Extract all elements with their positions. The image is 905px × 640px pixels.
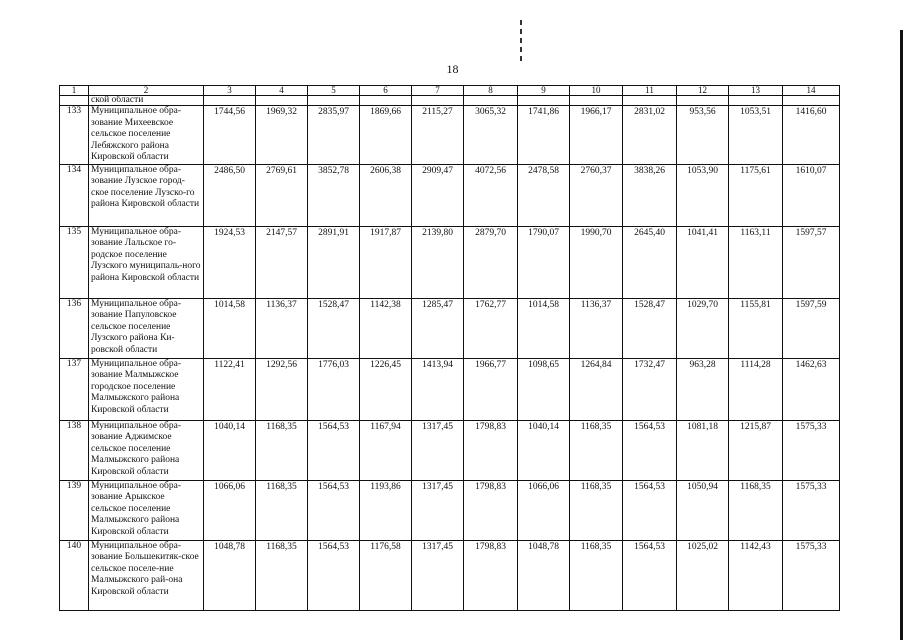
column-header-12: 12 [677, 86, 729, 96]
scan-mark [520, 20, 522, 65]
municipality-name-cell: Муниципальное обра-зование Аджимское сельское поселение Малмыжского района Кировской области [89, 420, 204, 480]
value-cell-col-13: 1142,43 [729, 540, 783, 610]
value-cell-col-6: 1917,87 [360, 226, 412, 298]
value-cell-col-7: 1317,45 [412, 480, 464, 540]
value-cell-col-14: 1462,63 [783, 358, 840, 420]
value-cell-col-11: 1528,47 [623, 298, 677, 358]
value-cell-col-6: 1226,45 [360, 358, 412, 420]
empty-cell [412, 96, 464, 106]
value-cell-col-3: 1066,06 [204, 480, 256, 540]
value-cell-col-12: 1041,41 [677, 226, 729, 298]
value-cell-col-8: 1798,83 [464, 540, 518, 610]
value-cell-col-13: 1053,51 [729, 106, 783, 165]
value-cell-col-8: 1798,83 [464, 420, 518, 480]
value-cell-col-11: 3838,26 [623, 164, 677, 226]
value-cell-col-7: 1317,45 [412, 420, 464, 480]
table-row [60, 480, 840, 540]
empty-cell [623, 96, 677, 106]
value-cell-col-4: 1136,37 [256, 298, 308, 358]
value-cell-col-5: 1528,47 [308, 298, 360, 358]
value-cell-col-7: 2909,47 [412, 164, 464, 226]
value-cell-col-5: 1564,53 [308, 480, 360, 540]
value-cell-col-14: 1597,57 [783, 226, 840, 298]
continuation-row [60, 96, 840, 106]
column-header-4: 4 [256, 86, 308, 96]
value-cell-col-13: 1155,81 [729, 298, 783, 358]
continuation-num-cell [60, 96, 89, 106]
value-cell-col-4: 1168,35 [256, 480, 308, 540]
value-cell-col-9: 1741,86 [518, 106, 570, 165]
row-number-cell: 139 [60, 480, 89, 540]
value-cell-col-13: 1215,87 [729, 420, 783, 480]
value-cell-col-3: 2486,50 [204, 164, 256, 226]
municipality-name-cell: Муниципальное обра-зование Арыкское сельское поселение Малмыжского района Кировской области [89, 480, 204, 540]
column-header-2: 2 [89, 86, 204, 96]
column-header-9: 9 [518, 86, 570, 96]
value-cell-col-5: 1564,53 [308, 420, 360, 480]
data-table [59, 85, 840, 611]
value-cell-col-6: 1142,38 [360, 298, 412, 358]
table-row [60, 358, 840, 420]
value-cell-col-10: 1168,35 [570, 480, 623, 540]
row-number-cell: 136 [60, 298, 89, 358]
value-cell-col-13: 1168,35 [729, 480, 783, 540]
value-cell-col-12: 1025,02 [677, 540, 729, 610]
value-cell-col-10: 2760,37 [570, 164, 623, 226]
value-cell-col-12: 963,28 [677, 358, 729, 420]
continuation-name-cell: ской области [89, 96, 204, 106]
column-header-8: 8 [464, 86, 518, 96]
page-number: 18 [446, 62, 459, 76]
value-cell-col-3: 1924,53 [204, 226, 256, 298]
empty-cell [256, 96, 308, 106]
value-cell-col-14: 1597,59 [783, 298, 840, 358]
column-header-14: 14 [783, 86, 840, 96]
value-cell-col-14: 1575,33 [783, 420, 840, 480]
page-edge-mark [900, 30, 903, 640]
value-cell-col-3: 1122,41 [204, 358, 256, 420]
table-row [60, 298, 840, 358]
value-cell-col-8: 3065,32 [464, 106, 518, 165]
table-row [60, 226, 840, 298]
column-header-11: 11 [623, 86, 677, 96]
municipality-name-cell: Муниципальное обра-зование Папуловское сельское поселение Лузского района Ки-ровской области [89, 298, 204, 358]
value-cell-col-5: 1564,53 [308, 540, 360, 610]
value-cell-col-6: 1167,94 [360, 420, 412, 480]
value-cell-col-7: 1413,94 [412, 358, 464, 420]
value-cell-col-4: 2769,61 [256, 164, 308, 226]
row-number-cell: 133 [60, 106, 89, 165]
value-cell-col-10: 1990,70 [570, 226, 623, 298]
value-cell-col-3: 1040,14 [204, 420, 256, 480]
empty-cell [518, 96, 570, 106]
value-cell-col-7: 1317,45 [412, 540, 464, 610]
table-row [60, 106, 840, 165]
value-cell-col-6: 1176,58 [360, 540, 412, 610]
column-header-13: 13 [729, 86, 783, 96]
value-cell-col-4: 1292,56 [256, 358, 308, 420]
value-cell-col-9: 1066,06 [518, 480, 570, 540]
value-cell-col-11: 1564,53 [623, 420, 677, 480]
column-header-6: 6 [360, 86, 412, 96]
value-cell-col-8: 4072,56 [464, 164, 518, 226]
value-cell-col-4: 2147,57 [256, 226, 308, 298]
value-cell-col-4: 1969,32 [256, 106, 308, 165]
value-cell-col-11: 2645,40 [623, 226, 677, 298]
empty-cell [308, 96, 360, 106]
value-cell-col-8: 2879,70 [464, 226, 518, 298]
value-cell-col-3: 1014,58 [204, 298, 256, 358]
row-number-cell: 134 [60, 164, 89, 226]
municipality-name-cell: Муниципальное обра-зование Лальское го-родское поселение Лузского муниципаль-ного района Кировской области [89, 226, 204, 298]
row-number-cell: 140 [60, 540, 89, 610]
value-cell-col-3: 1744,56 [204, 106, 256, 165]
value-cell-col-10: 1168,35 [570, 420, 623, 480]
value-cell-col-8: 1798,83 [464, 480, 518, 540]
value-cell-col-12: 1050,94 [677, 480, 729, 540]
column-header-1: 1 [60, 86, 89, 96]
header-row [60, 86, 840, 96]
value-cell-col-4: 1168,35 [256, 420, 308, 480]
value-cell-col-6: 1193,86 [360, 480, 412, 540]
value-cell-col-7: 2139,80 [412, 226, 464, 298]
table-row [60, 164, 840, 226]
municipality-name-cell: Муниципальное обра-зование Большекитяк-ское сельское поселе-ние Малмыжского рай-она Кировской области [89, 540, 204, 610]
value-cell-col-10: 1264,84 [570, 358, 623, 420]
value-cell-col-9: 1048,78 [518, 540, 570, 610]
value-cell-col-13: 1114,28 [729, 358, 783, 420]
empty-cell [464, 96, 518, 106]
value-cell-col-10: 1966,17 [570, 106, 623, 165]
value-cell-col-5: 3852,78 [308, 164, 360, 226]
value-cell-col-10: 1168,35 [570, 540, 623, 610]
value-cell-col-9: 1098,65 [518, 358, 570, 420]
value-cell-col-14: 1575,33 [783, 540, 840, 610]
value-cell-col-8: 1966,77 [464, 358, 518, 420]
value-cell-col-14: 1416,60 [783, 106, 840, 165]
value-cell-col-8: 1762,77 [464, 298, 518, 358]
empty-cell [360, 96, 412, 106]
value-cell-col-7: 1285,47 [412, 298, 464, 358]
table-body [60, 96, 840, 611]
value-cell-col-12: 1029,70 [677, 298, 729, 358]
column-header-10: 10 [570, 86, 623, 96]
value-cell-col-5: 1776,03 [308, 358, 360, 420]
table-header [60, 86, 840, 96]
value-cell-col-12: 1081,18 [677, 420, 729, 480]
municipality-name-cell: Муниципальное обра-зование Малмыжское городское поселение Малмыжского района Кировской области [89, 358, 204, 420]
value-cell-col-13: 1163,11 [729, 226, 783, 298]
empty-cell [204, 96, 256, 106]
value-cell-col-13: 1175,61 [729, 164, 783, 226]
column-header-3: 3 [204, 86, 256, 96]
value-cell-col-12: 1053,90 [677, 164, 729, 226]
empty-cell [729, 96, 783, 106]
empty-cell [570, 96, 623, 106]
value-cell-col-9: 1040,14 [518, 420, 570, 480]
row-number-cell: 135 [60, 226, 89, 298]
table-row [60, 420, 840, 480]
value-cell-col-11: 1732,47 [623, 358, 677, 420]
value-cell-col-6: 1869,66 [360, 106, 412, 165]
empty-cell [783, 96, 840, 106]
column-header-7: 7 [412, 86, 464, 96]
value-cell-col-11: 1564,53 [623, 480, 677, 540]
row-number-cell: 138 [60, 420, 89, 480]
value-cell-col-3: 1048,78 [204, 540, 256, 610]
value-cell-col-7: 2115,27 [412, 106, 464, 165]
value-cell-col-9: 1790,07 [518, 226, 570, 298]
row-number-cell: 137 [60, 358, 89, 420]
value-cell-col-14: 1575,33 [783, 480, 840, 540]
municipality-name-cell: Муниципальное обра-зование Михеевское сельское поселение Лебяжского района Кировской области [89, 106, 204, 165]
value-cell-col-11: 1564,53 [623, 540, 677, 610]
value-cell-col-4: 1168,35 [256, 540, 308, 610]
value-cell-col-5: 2835,97 [308, 106, 360, 165]
empty-cell [677, 96, 729, 106]
value-cell-col-5: 2891,91 [308, 226, 360, 298]
table-row [60, 540, 840, 610]
column-header-5: 5 [308, 86, 360, 96]
value-cell-col-9: 1014,58 [518, 298, 570, 358]
municipality-name-cell: Муниципальное обра-зование Лузское город-ское поселение Лузско-го района Кировской области [89, 164, 204, 226]
value-cell-col-6: 2606,38 [360, 164, 412, 226]
value-cell-col-14: 1610,07 [783, 164, 840, 226]
value-cell-col-9: 2478,58 [518, 164, 570, 226]
value-cell-col-10: 1136,37 [570, 298, 623, 358]
value-cell-col-12: 953,56 [677, 106, 729, 165]
value-cell-col-11: 2831,02 [623, 106, 677, 165]
